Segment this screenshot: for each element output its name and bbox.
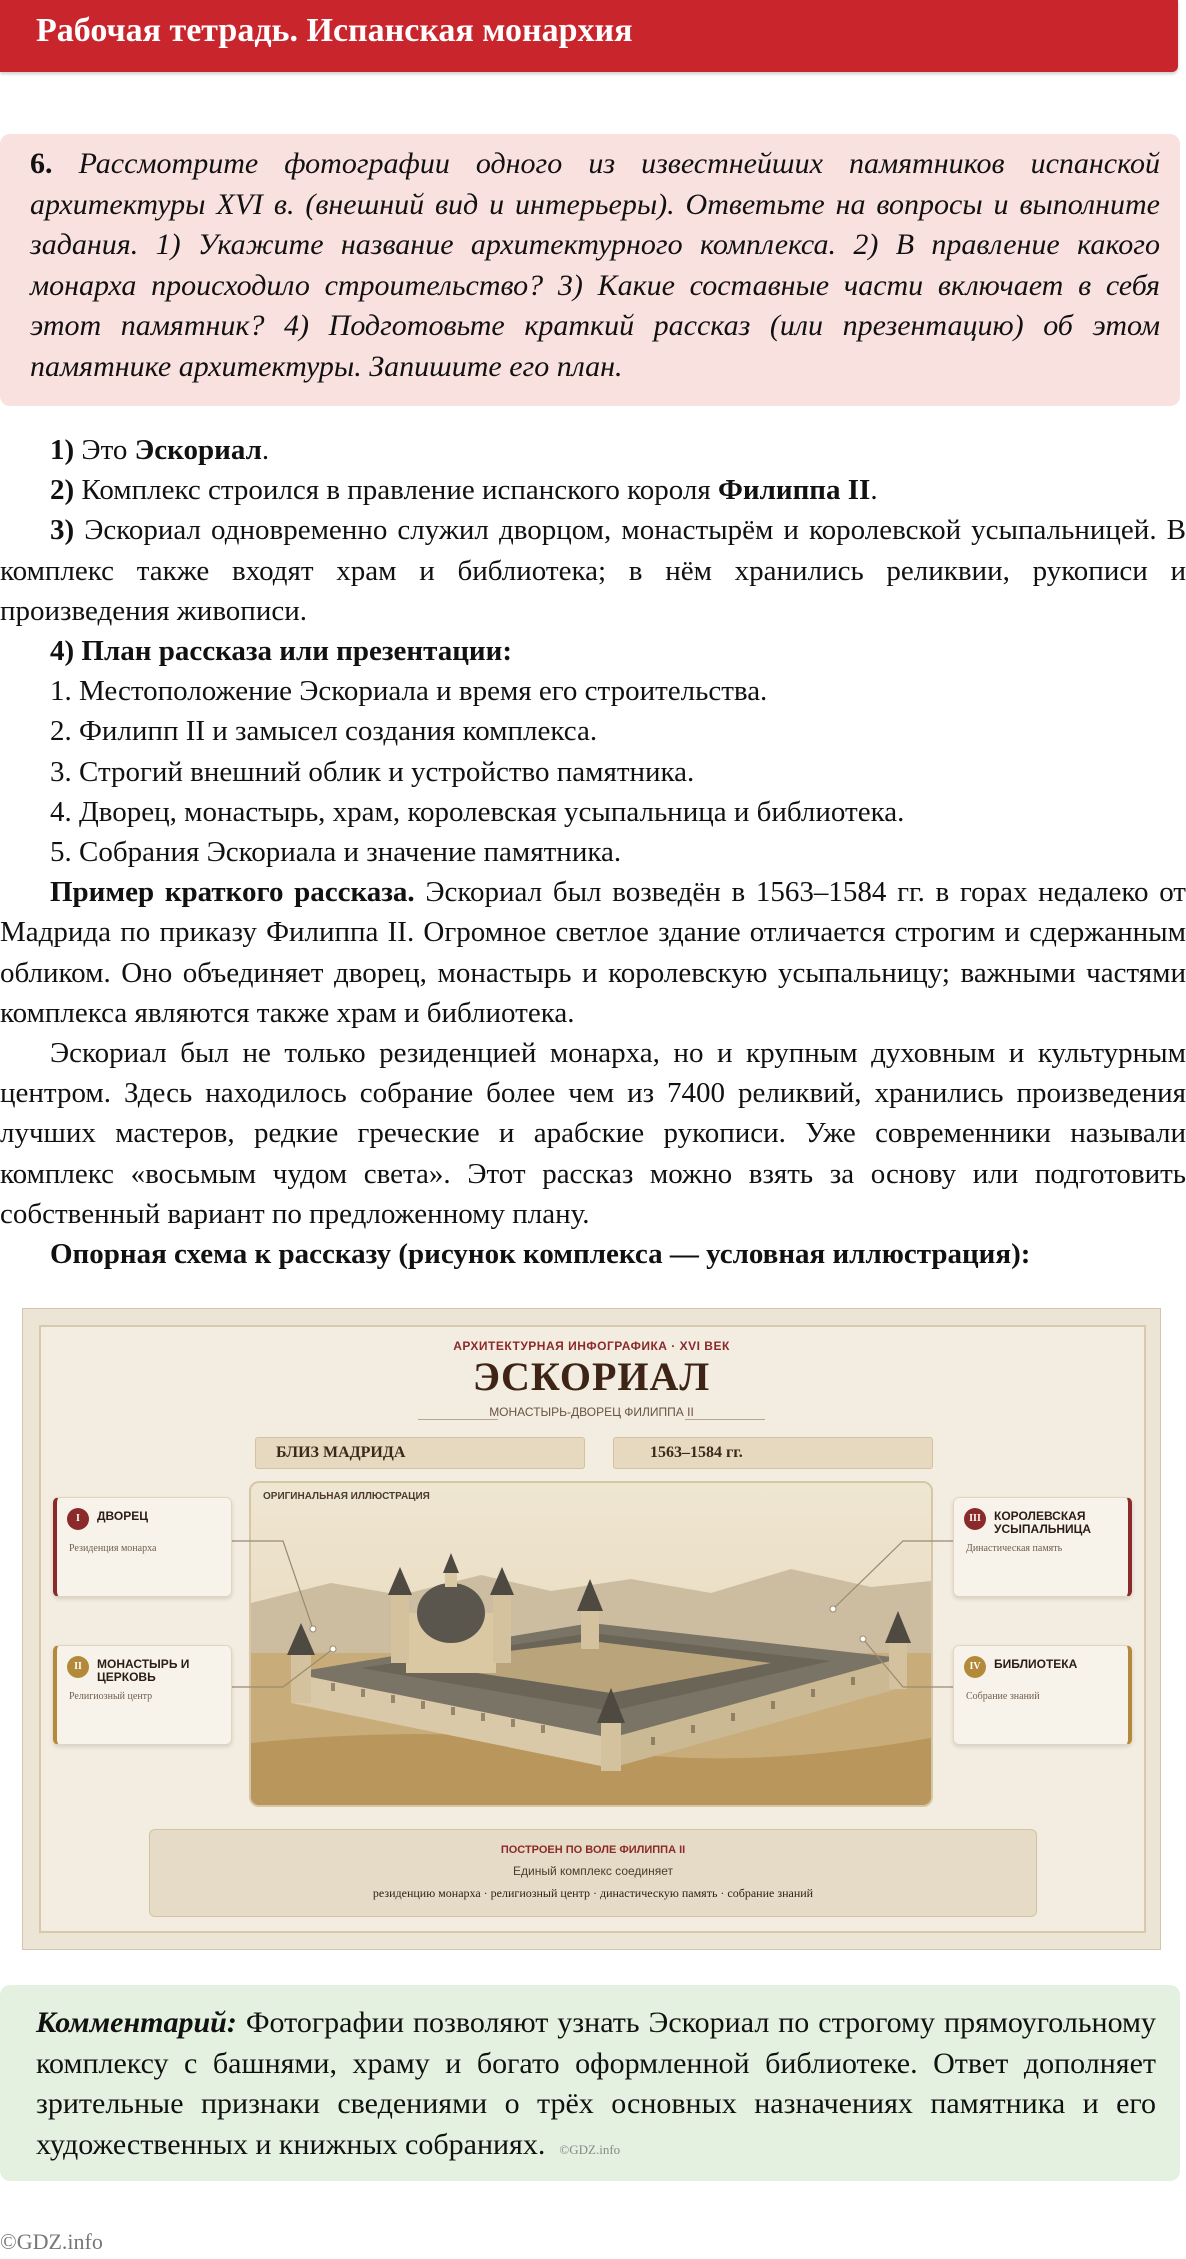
answer-section: [0, 430, 1186, 1274]
card-text: Собрание знаний: [966, 1691, 1040, 1702]
card-text: Религиозный центр: [69, 1691, 153, 1702]
comment-box: [0, 1985, 1180, 2181]
footer-title: ПОСТРОЕН ПО ВОЛЕ ФИЛИППА II: [500, 1844, 686, 1856]
plan-list: [0, 671, 1186, 872]
card-library: [953, 1645, 1132, 1745]
escorial-infographic: [22, 1308, 1161, 1950]
answer-1-post: .: [261, 434, 270, 466]
task-box: [0, 134, 1180, 406]
answer-1: [0, 430, 1186, 470]
answer-3: [0, 510, 1186, 631]
card-badge: IV: [964, 1656, 986, 1678]
infographic-footer: [149, 1829, 1037, 1917]
task-text: [30, 144, 1160, 387]
footer-subtitle: Единый комплекс соединяет: [512, 1864, 674, 1878]
divider: [418, 1419, 498, 1420]
card-title: МОНАСТЫРЬ И ЦЕРКОВЬ: [97, 1657, 190, 1684]
card-text: Династическая память: [966, 1543, 1063, 1554]
comment-lead: Комментарий:: [36, 2006, 237, 2039]
card-pantheon: [953, 1497, 1132, 1597]
example-paragraph: [0, 872, 1186, 1033]
infographic-kicker: АРХИТЕКТУРНАЯ ИНФОГРАФИКА · XVI ВЕК: [453, 1339, 730, 1353]
plan-item: 1. Местоположение Эскориала и время его строительства.: [50, 675, 768, 708]
comment-body: Фотографии позволяют узнать Эскориал по строгому прямоугольному комплексу с башнями, храму и богато оформленной библиотеке. Ответ дополняет зрительные признаки сведениями о трёх основных назначениях памятника и его художественных и книжных собраниях.: [36, 2006, 1156, 2161]
task-number: 6.: [30, 147, 53, 180]
answer-3-num: 3): [50, 514, 75, 547]
card-monastery: [53, 1645, 232, 1745]
infographic-title: ЭСКОРИАЛ: [472, 1354, 711, 1399]
footer-list: резиденцию монарха · религиозный центр · династическую память · собрание знаний: [372, 1886, 814, 1900]
comment-text: [36, 2003, 1156, 2170]
page-title: Рабочая тетрадь. Испанская монархия: [36, 12, 633, 49]
card-palace: [53, 1497, 232, 1597]
plan-item: 4. Дворец, монастырь, храм, королевская усыпальница и библиотека.: [50, 795, 905, 828]
plan-item: 5. Собрания Эскориала и значение памятника.: [50, 836, 622, 869]
scheme-title: [0, 1234, 1186, 1274]
divider: [685, 1419, 765, 1420]
answer-2: [0, 470, 1186, 510]
plan-title-text: 4) План рассказа или презентации:: [50, 635, 513, 668]
answer-1-pre: Это: [74, 434, 135, 466]
task-body: Рассмотрите фотографии одного из известнейших памятников испанской архитектуры XVI в. (внешний вид и интерьеры). Ответьте на вопросы и выполните задания. 1) Укажите название архитектурного комплекса. 2) В правление какого монарха происходило строительство? 3) Какие составные части включает в себя этот памятник? 4) Подготовьте краткий рассказ (или презентацию) об этом памятнике архитектуры. Запишите его план.: [30, 147, 1160, 383]
example-lead: Пример краткого рассказа.: [50, 876, 415, 909]
page-header: [0, 0, 1178, 72]
illustration-label: ОРИГИНАЛЬНАЯ ИЛЛЮСТРАЦИЯ: [263, 1491, 430, 1502]
card-title: ДВОРЕЦ: [97, 1509, 149, 1523]
answer-1-bold: Эскориал: [134, 434, 262, 466]
answer-1-num: 1): [50, 434, 75, 466]
scheme-title-text: Опорная схема к рассказу (рисунок комплекса — условная иллюстрация):: [50, 1238, 1031, 1271]
paragraph-2: Эскориал был не только резиденцией монарха, но и крупным духовным и культурным центром. Здесь находилось собрание более чем из 7400 реликвий, хранились произведения лучших мастеров, редкие греческие и арабские рукописи. Уже современники называли комплекс «восьмым чудом света». Этот рассказ можно взять за основу или подготовить собственный вариант по предложенному плану.: [0, 1037, 1186, 1230]
answer-2-num: 2): [50, 474, 75, 507]
plan-item: 3. Строгий внешний облик и устройство памятника.: [50, 755, 695, 788]
date-tag: 1563–1584 гг.: [613, 1437, 933, 1469]
card-title: КОРОЛЕВСКАЯ УСЫПАЛЬНИЦА: [994, 1509, 1092, 1536]
escorial-illustration: [249, 1481, 933, 1807]
example-text: Эскориал был возведён в 1563–1584 гг. в горах недалеко от Мадрида по приказу Филиппа II. Огромное светлое здание отличается строгим и сдержанным обликом. Оно объединяет дворец, монастырь и королевскую усыпальницу; важными частями комплекса являются также храм и библиотека.: [0, 876, 1186, 1029]
card-text: Резиденция монарха: [69, 1543, 157, 1554]
comment-watermark: ©GDZ.info: [559, 2141, 621, 2157]
plan-title: [0, 631, 1186, 671]
plan-item: 2. Филипп II и замысел создания комплекса.: [50, 715, 598, 748]
site-watermark: ©GDZ.info: [0, 2229, 103, 2254]
answer-2-post: .: [870, 474, 878, 507]
infographic-subtitle: МОНАСТЫРЬ-ДВОРЕЦ ФИЛИППА II: [489, 1405, 694, 1419]
answer-3-text: Эскориал одновременно служил дворцом, монастырём и королевской усыпальницей. В комплекс также входят храм и библиотека; в нём хранились реликвии, рукописи и произведения живописи.: [0, 514, 1186, 627]
card-title: БИБЛИОТЕКА: [994, 1657, 1078, 1671]
answer-2-pre: Комплекс строился в правление испанского короля: [74, 474, 718, 507]
monastery-drawing: [251, 1483, 931, 1805]
location-tag: БЛИЗ МАДРИДА: [255, 1437, 585, 1469]
card-badge: I: [67, 1508, 89, 1530]
answer-2-bold: Филиппа II: [717, 474, 871, 507]
card-badge: II: [67, 1656, 89, 1678]
card-badge: III: [964, 1508, 986, 1530]
